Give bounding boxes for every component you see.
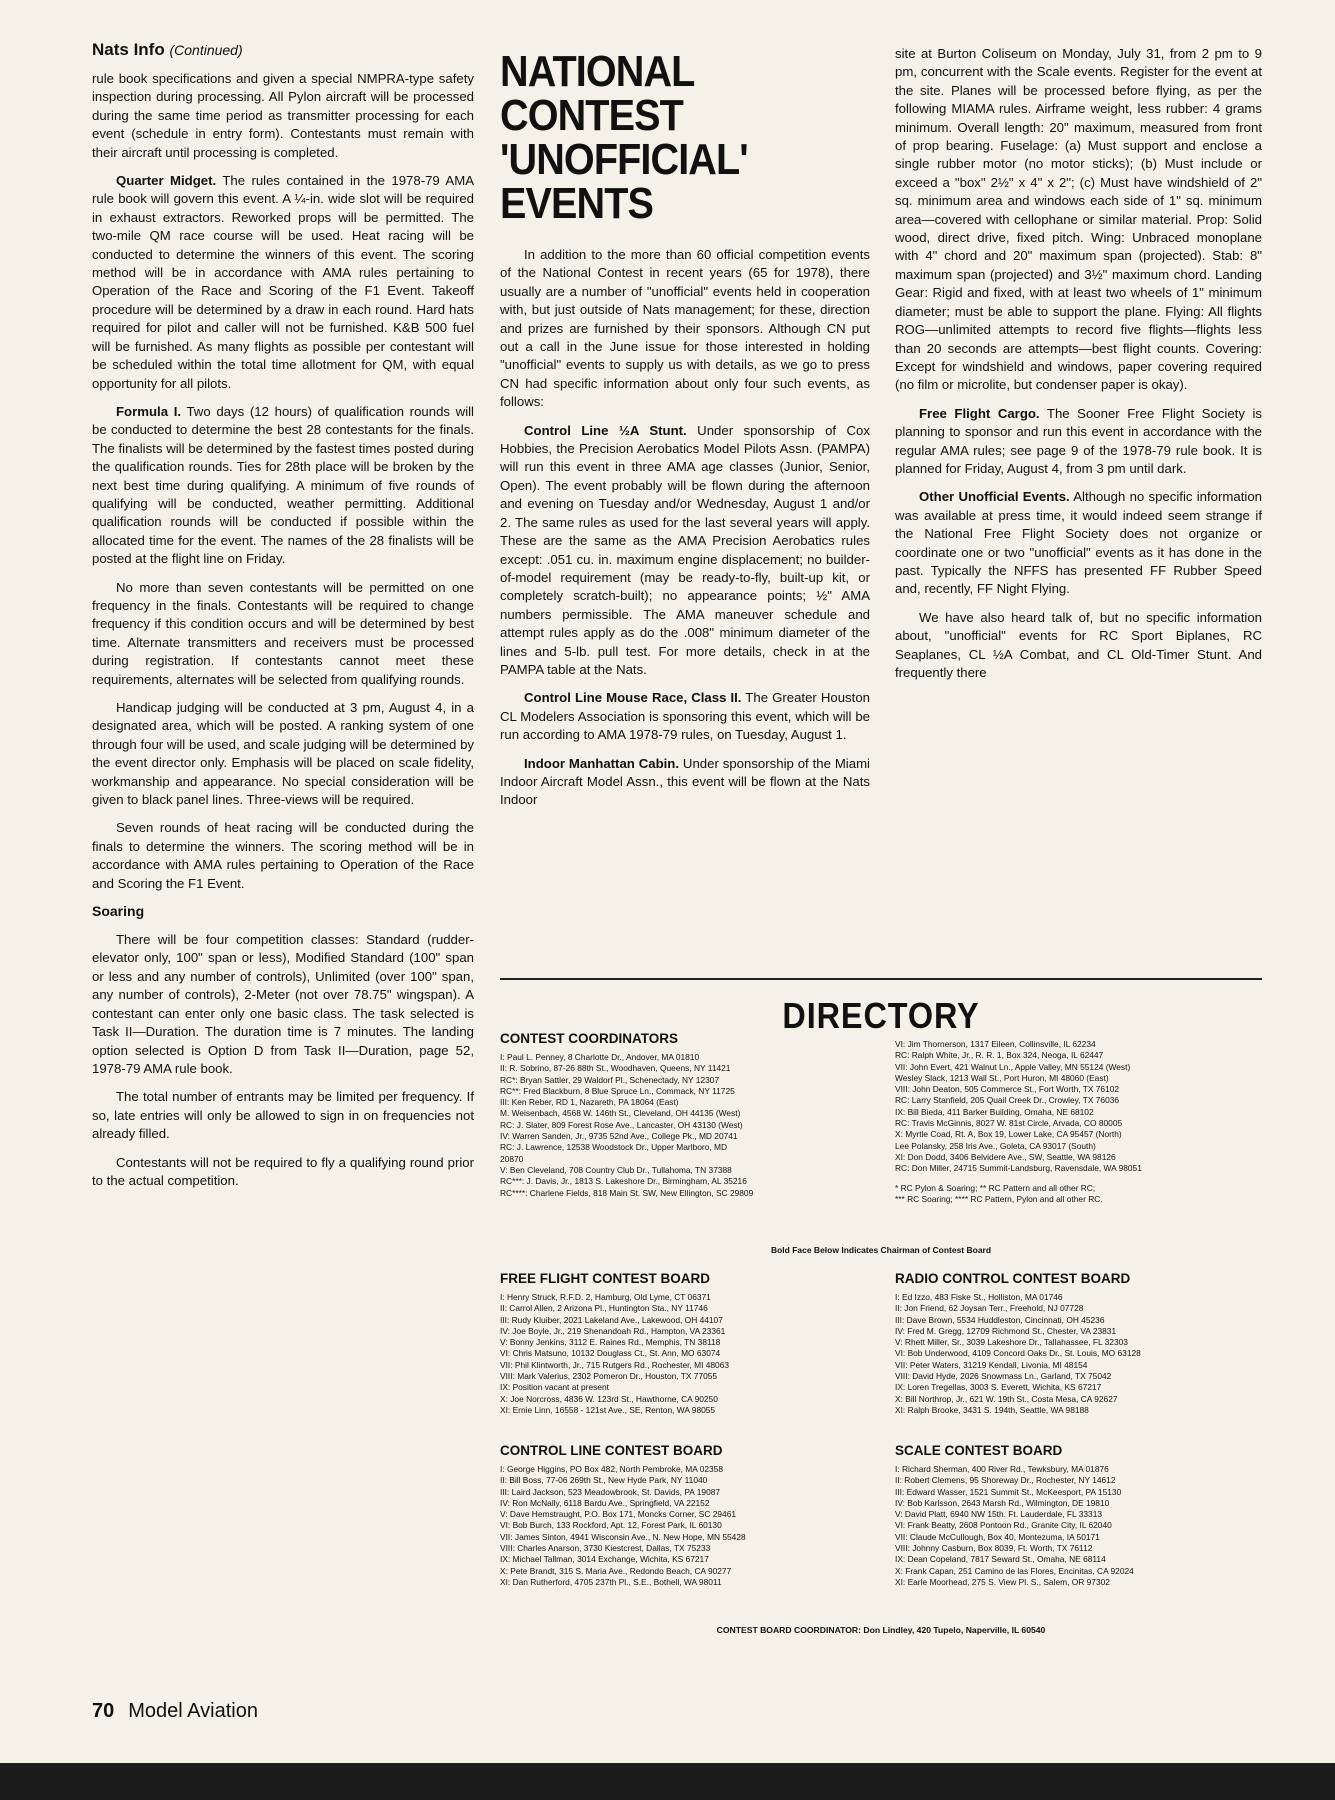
soaring-heading: Soaring xyxy=(92,903,145,920)
free-flight-board-heading: FREE FLIGHT CONTEST BOARD xyxy=(500,1271,710,1286)
radio-control-board-block xyxy=(895,1271,1262,1416)
directory-entry: RC: Don Miller, 24715 Summit-Landsburg, Ravensdale, WA 98051 xyxy=(895,1163,1142,1174)
directory-entry: IX: Loren Tregellas, 3003 S. Everett, Wichita, KS 67217 xyxy=(895,1382,1102,1393)
paragraph-other-events xyxy=(895,488,1262,598)
directory-entry: I: George Higgins, PO Box 482, North Pembroke, MA 02358 xyxy=(500,1464,723,1474)
paragraph-indoor-rules: site at Burton Coliseum on Monday, July 31, from 2 pm to 9 pm, concurrent with the Scale events. Register for the event at the site. Planes will be processed before flying, as per the following MIAMA rules. Airframe weight, less rubber: 4 grams minimum. Overall length: 20" maximum, measured from front of prop bearing. Fuselage: (a) Must support and enclose a single rubber motor (no motor sticks); (b) Must include or exceed a "box" 2½" x 4" x 2"; (c) Must have windshield of 2" sq. minimum area and windows each side of 1" sq. minimum area—covered with cellophane or similar material. Prop: Solid wood, direct drive, fixed pitch. Wing: Unbraced monoplane with 4" chord and 20" maximum span (projected). Stab: 8" maximum span (projected) and 3½" maximum chord. Landing Gear: Rigid and fixed, with at least two wheels of 1" minimum diameter; must be able to support the plane. Flying: All flights ROG—unlimited attempts to record five flights—flights less than 20 seconds are attempts—best flight counts. Covering: Except for windshield and windows, paper covering required (no film or microlite, but condenser paper is okay). xyxy=(895,46,1262,393)
scan-border xyxy=(0,1763,1335,1800)
directory-entry: I: Henry Struck, R.F.D. 2, Hamburg, Old Lyme, CT 06371 xyxy=(500,1292,711,1302)
directory-entry: VI: Chris Matsuno, 10132 Douglass Ct., St. Ann, MO 63074 xyxy=(500,1348,721,1359)
half-a-stunt-lead: Control Line ½A Stunt. xyxy=(524,422,687,438)
radio-control-board-list xyxy=(895,1292,1262,1416)
paragraph-handicap: Handicap judging will be conducted at 3 pm, August 4, in a designated area, which will be posted. A ranking system of one through four will be used, and scale judging will be determined by the event director only. Emphasis will be placed on scale fidelity, workmanship and appearance. No special consideration will be given to black panel lines. Three-views will be required. xyxy=(92,700,474,808)
directory-entry: VI: Bob Burch, 133 Rockford, Apt. 12, Forest Park, IL 60130 xyxy=(500,1520,722,1531)
formula-one-lead: Formula I. xyxy=(116,403,182,419)
paragraph-ff-cargo xyxy=(895,405,1262,479)
scale-board-list xyxy=(895,1464,1262,1588)
directory-entry: X: Frank Capan, 251 Camino de las Flores, Encinitas, CA 92024 xyxy=(895,1565,1134,1576)
directory-entry: II: Robert Clemens, 95 Shoreway Dr., Rochester, NY 14612 xyxy=(895,1475,1116,1486)
directory-entry: Lee Polansky, 258 Iris Ave., Goleta, CA 93017 (South) xyxy=(895,1140,1096,1151)
radio-control-board-heading: RADIO CONTROL CONTEST BOARD xyxy=(895,1271,1131,1286)
mouse-race-lead: Control Line Mouse Race, Class II. xyxy=(524,690,742,706)
directory-entry: I: Richard Sherman, 400 River Rd., Tewksbury, MA 01876 xyxy=(895,1464,1109,1474)
directory-entry: RC: J. Lawrence, 12538 Woodstock Dr., Upper Marlboro, MD xyxy=(500,1142,727,1153)
directory-entry: IV: Joe Boyle, Jr., 219 Shenandoah Rd., Hampton, VA 23361 xyxy=(500,1325,726,1336)
paragraph-quarter-midget xyxy=(92,172,474,393)
directory-section xyxy=(500,995,1262,1635)
directory-entry: RC**: Fred Blackburn, 8 Blue Spruce Ln., Commack, NY 11725 xyxy=(500,1085,735,1096)
directory-entry: RC*: Bryan Sattler, 29 Waldorf Pl., Schenectady, NY 12307 xyxy=(500,1074,720,1085)
directory-entry: VII: Phil Klintworth, Jr., 715 Rutgers Rd., Rochester, MI 48063 xyxy=(500,1359,730,1370)
paragraph-indoor-cabin xyxy=(500,755,870,810)
article-title xyxy=(500,47,833,228)
directory-entry: V: Rhett Miller, Sr., 3039 Lakeshore Dr., Tallahassee, FL 32303 xyxy=(895,1337,1128,1348)
scale-board-block xyxy=(895,1443,1262,1588)
directory-entry: III: Dave Brown, 5534 Huddleston, Cincinnati, OH 45236 xyxy=(895,1314,1105,1325)
directory-entry: IV: Ron McNally, 6118 Bardu Ave., Springfield, VA 22152 xyxy=(500,1497,710,1508)
directory-entry: X: Bill Northrop, Jr., 621 W. 19th St., Costa Mesa, CA 92627 xyxy=(895,1393,1118,1404)
control-line-board-list xyxy=(500,1464,870,1588)
paragraph-mouse-race xyxy=(500,689,870,744)
paragraph-heard-talk: We have also heard talk of, but no specific information about, "unofficial" events for RC Sport Biplanes, RC Seaplanes, CL ½A Combat, and CL Old-Timer Stunt. And frequently there xyxy=(895,609,1262,680)
contest-coordinators-block-right xyxy=(895,1039,1262,1205)
directory-entry: Wesley Slack, 1213 Wall St., Port Huron, MI 48060 (East) xyxy=(895,1072,1109,1083)
directory-entry: X: Myrtle Coad, Rt. A, Box 19, Lower Lake, CA 95457 (North) xyxy=(895,1129,1122,1140)
directory-entry: RC: J. Slater, 809 Forest Rose Ave., Lancaster, OH 43130 (West) xyxy=(500,1119,743,1130)
mouse-race-text: The Greater Houston CL Modelers Association is sponsoring this event, which will be run according to AMA 1978-79 rules, on Tuesday, August 1. xyxy=(500,690,870,743)
directory-entry: VII: John Evert, 421 Walnut Ln., Apple Valley, MN 55124 (West) xyxy=(895,1061,1131,1072)
directory-entry: III: Ken Reber, RD 1, Nazareth, PA 18064 (East) xyxy=(500,1097,679,1108)
directory-entry: III: Laird Jackson, 523 Meadowbrook, St. Davids, PA 19087 xyxy=(500,1486,721,1497)
directory-entry: IV: Fred M. Gregg, 12709 Richmond St., Chester, VA 23831 xyxy=(895,1325,1117,1336)
directory-entry: VI: Jim Thornerson, 1317 Eileen, Collinsville, IL 62234 xyxy=(895,1039,1096,1049)
contest-coordinators-heading: CONTEST COORDINATORS xyxy=(500,1031,679,1046)
directory-entry: XI: Earle Moorhead, 275 S. View Pl. S., Salem, OR 97302 xyxy=(895,1576,1110,1587)
directory-entry: XI: Dan Rutherford, 4705 237th Pl., S.E., Bothell, WA 98011 xyxy=(500,1576,722,1587)
indoor-cabin-text: Under sponsorship of the Miami Indoor Aircraft Model Assn., this event will be flown at the Nats Indoor xyxy=(500,755,870,808)
directory-entry: VIII: David Hyde, 2026 Snowmass Ln., Garland, TX 75042 xyxy=(895,1371,1112,1382)
quarter-midget-lead: Quarter Midget. xyxy=(116,173,217,189)
directory-entry: RC: Larry Stanfield, 205 Quail Creek Dr., Crowley, TX 76036 xyxy=(895,1095,1120,1106)
other-events-lead: Other Unofficial Events. xyxy=(919,489,1070,505)
control-line-board-heading: CONTROL LINE CONTEST BOARD xyxy=(500,1443,723,1458)
paragraph-processing: rule book specifications and given a special NMPRA-type safety inspection during processing. All Pylon aircraft will be processed during the same time period as transmitter processing for each event (schedule in entry form). Contestants must remain with their aircraft until processing is completed. xyxy=(92,71,474,160)
boldface-note: Bold Face Below Indicates Chairman of Contest Board xyxy=(770,1245,992,1255)
directory-entry: V: David Platt, 6940 NW 15th. Ft. Lauderdale, FL 33313 xyxy=(895,1509,1103,1520)
control-line-board-block xyxy=(500,1443,870,1588)
directory-entry: XI: Ralph Brooke, 3431 S. 194th, Seattle, WA 98188 xyxy=(895,1404,1089,1415)
directory-entry: IX: Michael Tallman, 3014 Exchange, Wichita, KS 67217 xyxy=(500,1554,709,1565)
directory-entry: RC***: J. Davis, Jr., 1813 S. Lakeshore Dr., Birmingham, AL 35216 xyxy=(500,1176,747,1187)
directory-entry: I: Paul L. Penney, 8 Charlotte Dr., Andover, MA 01810 xyxy=(500,1052,700,1062)
directory-entry: II: R. Sobrino, 87-26 88th St., Woodhaven, Queens, NY 11421 xyxy=(500,1063,731,1074)
nats-info-column xyxy=(92,40,474,1200)
directory-entry: XI: Don Dodd, 3406 Belvidere Ave., SW, Seattle, WA 98126 xyxy=(895,1151,1116,1162)
directory-entry: VII: James Sinton, 4941 Wisconsin Ave., N. New Hope, MN 55428 xyxy=(500,1531,746,1542)
directory-entry: RC****: Charlene Fields, 818 Main St. SW, New Ellington, SC 29809 xyxy=(500,1187,754,1198)
directory-entry: II: Carrol Allen, 2 Arizona Pl., Huntington Sta., NY 11746 xyxy=(500,1303,708,1314)
formula-one-text: Two days (12 hours) of qualification rounds will be conducted to determine the best 28 contestants for the finals. The finalists will be determined by the fastest times posted during the qualification rounds. Ties for 28th place will be broken by the next best time during qualifying. A minimum of five rounds of qualifying will be conducted, weather permitting. Additional qualification rounds will be conducted if possible within the allocated time for the event. The names of the 28 finalists will be posted at the flight line on Friday. xyxy=(92,403,474,567)
directory-entry: X: Pete Brandt, 315 S. Maria Ave., Redondo Beach, CA 90277 xyxy=(500,1565,732,1576)
directory-entry: RC: Ralph White, Jr., R. R. 1, Box 324, Neoga, IL 62447 xyxy=(895,1050,1104,1061)
directory-entry: IX: Position vacant at present xyxy=(500,1382,609,1393)
directory-entry: II: Bill Boss, 77-06 269th St., New Hyde Park, NY 11040 xyxy=(500,1475,708,1486)
contest-board-coordinator: CONTEST BOARD COORDINATOR: Don Lindley, 420 Tupelo, Naperville, IL 60540 xyxy=(716,1625,1046,1635)
section-divider xyxy=(500,978,1262,980)
running-head-title: Nats Info xyxy=(92,40,165,59)
directory-entry: RC: Travis McGinnis, 8027 W. 81st Circle, Arvada, CO 80005 xyxy=(895,1118,1123,1129)
directory-entry: V: Bonny Jenkins, 3112 E. Raines Rd., Memphis, TN 38118 xyxy=(500,1337,721,1348)
directory-entry: V: Dave Hemstraught, P.O. Box 171, Moncks Corner, SC 29461 xyxy=(500,1509,737,1520)
contest-coordinators-list xyxy=(500,1052,870,1199)
paragraph-entrants: The total number of entrants may be limited per frequency. If so, late entries will only be allowed to sign in on frequencies not already filled. xyxy=(92,1089,474,1142)
directory-entry: II: Jon Friend, 62 Joysan Terr., Freehold, NJ 07728 xyxy=(895,1303,1084,1314)
indoor-cabin-lead: Indoor Manhattan Cabin. xyxy=(524,755,680,771)
running-head-continued: (Continued) xyxy=(169,42,243,58)
directory-entry: VIII: Johnny Casburn, Box 8039, Ft. Worth, TX 76112 xyxy=(895,1543,1093,1554)
directory-entry: III: Rudy Kluiber, 2021 Lakeland Ave., Lakewood, OH 44107 xyxy=(500,1314,723,1325)
directory-entry: VIII: Mark Valerius, 2302 Pomeron Dr., Houston, TX 77055 xyxy=(500,1371,718,1382)
scale-board-heading: SCALE CONTEST BOARD xyxy=(895,1443,1063,1458)
paragraph-contestants: Contestants will not be required to fly a qualifying round prior to the actual competition. xyxy=(92,1154,474,1188)
article-title-line-2: 'UNOFFICIAL' EVENTS xyxy=(500,135,748,228)
directory-entry: IV: Warren Sanden, Jr., 9735 52nd Ave., College Pk., MD 20741 xyxy=(500,1131,738,1142)
directory-entry: VII: Peter Waters, 31219 Kendall, Livonia, MI 48154 xyxy=(895,1359,1088,1370)
directory-entry: IX: Dean Copeland, 7817 Seward St., Omaha, NE 68114 xyxy=(895,1554,1106,1565)
paragraph-soaring: There will be four competition classes: Standard (rudder-elevator only, 100" span or less), Modified Standard (100" span or less and any number of controls), Unlimited (over 100" span, any number of controls), 2-Meter (not over 78.75" wingspan). A contestant can enter only one basic class. The task selected is Task II—Duration. The duration time is 7 minutes. The landing option selected is Option D from Task II—Duration, page 52, 1978-79 AMA rule book. xyxy=(92,932,474,1076)
contest-coordinators-list-right xyxy=(895,1039,1262,1175)
free-flight-board-list xyxy=(500,1292,870,1416)
directory-entry: 20870 xyxy=(500,1153,524,1164)
paragraph-intro: In addition to the more than 60 official competition events of the National Contest in recent years (65 for 1978), there usually are a number of "unofficial" events held in cooperation with, but just outside of Nats management; for these, direction and prizes are furnished by their sponsors. Although CN put out a call in the June issue for those interested in holding "unofficial" events to supply us with details, as we go to press CN had specific information about only four such events, as follows: xyxy=(500,247,870,410)
contest-coordinators-block xyxy=(500,1031,870,1199)
directory-entry: I: Ed Izzo, 483 Fiske St., Holliston, MA 01746 xyxy=(895,1292,1063,1302)
directory-entry: X: Joe Norcross, 4836 W. 123rd St., Hawthorne, CA 90250 xyxy=(500,1393,718,1404)
directory-entry: V: Ben Cleveland, 708 Country Club Dr., Tullahoma, TN 37388 xyxy=(500,1164,732,1175)
directory-entry: VIII: Charles Anarson, 3730 Kiestcrest, Dallas, TX 75233 xyxy=(500,1543,711,1554)
paragraph-half-a-stunt xyxy=(500,422,870,680)
directory-entry: *** RC Soaring; **** RC Pattern, Pylon and all other RC. xyxy=(895,1193,1103,1204)
quarter-midget-text: The rules contained in the 1978-79 AMA rule book will govern this event. A ¼-in. wide slot will be required in exhaust extractors. Reworked props will be permitted. The two-mile QM race course will be used. Heat racing will be conducted to determine the winners of this event. The scoring method will be in accordance with AMA rules pertaining to Operation of the Race and Scoring of the F1 Event. Takeoff procedure will be determined by a draw in each round. Hard hats required for pilot and caller will not be furnished. K&B 500 fuel will be furnished. As many flights as possible per contestant will be scheduled within the total time allotment for QM, with equal opportunity for all pilots. xyxy=(92,173,474,391)
ff-cargo-lead: Free Flight Cargo. xyxy=(919,405,1040,421)
half-a-stunt-text: Under sponsorship of Cox Hobbies, the Precision Aerobatics Model Pilots Assn. (PAMPA) will run this event in three AMA age classes (Junior, Senior, Open). The event probably will be flown during the afternoon and evening on Tuesday and/or Wednesday, August 1 and/or 2. The same rules as used for the last several years will apply. These are the same as the AMA Precision Aerobatics rules except: .051 cu. in. maximum engine displacement; no builder-of-model requirement (may be ready-to-fly, built-up kit, or completely scratch-built); no appearance points; ½" AMA numbers permissible. The AMA maneuver schedule and attempt rules apply as do the .008" minimum diameter of the lines and 5-lb. pull test. For more details, check in at the PAMPA table at the Nats. xyxy=(500,422,870,677)
unofficial-events-column xyxy=(500,47,870,820)
directory-entry: VI: Frank Beatty, 2608 Pontoon Rd., Granite City, IL 62040 xyxy=(895,1520,1112,1531)
directory-entry: IX: Bill Bieda, 411 Barker Building, Omaha, NE 68102 xyxy=(895,1106,1094,1117)
article-title-line-1: NATIONAL CONTEST xyxy=(500,47,694,140)
running-head xyxy=(92,40,474,60)
paragraph-frequency: No more than seven contestants will be permitted on one frequency in the finals. Contestants will be required to change frequency if this condition occurs and will be determined by best time. Alternate transmitters and receivers must be processed during registration. If contestants cannot meet these requirements, alternates will be selected from qualifying rounds. xyxy=(92,579,474,687)
free-flight-board-block xyxy=(500,1271,870,1416)
directory-entry: VI: Bob Underwood, 4109 Concord Oaks Dr., St. Louis, MO 63128 xyxy=(895,1348,1141,1359)
unofficial-events-column-continued xyxy=(895,45,1262,692)
paragraph-heat-racing: Seven rounds of heat racing will be conducted during the finals to determine the winners. The scoring method will be in accordance with AMA rules pertaining to Operation of the Race and Scoring the F1 Event. xyxy=(92,820,474,891)
page-number: 70 xyxy=(92,1700,115,1722)
magazine-name: Model Aviation xyxy=(128,1700,258,1722)
ff-cargo-text: The Sooner Free Flight Society is planning to sponsor and run this event in accordance with the regular AMA rules; see page 9 of the 1978-79 rule book. It is planned for Friday, August 4, from 3 pm until dark. xyxy=(895,405,1262,476)
directory-entry: XI: Ernie Linn, 16558 - 121st Ave., SE, Renton, WA 98055 xyxy=(500,1404,716,1415)
directory-title: DIRECTORY xyxy=(782,995,980,1036)
page-folio xyxy=(92,1700,258,1723)
directory-entry: III: Edward Wasser, 1521 Summit St., McKeesport, PA 15130 xyxy=(895,1486,1122,1497)
directory-entry: IV: Bob Karlsson, 2643 Marsh Rd., Wilmington, DE 19810 xyxy=(895,1497,1110,1508)
other-events-text: Although no specific information was available at press time, it would indeed seem strange if the National Free Flight Society does not organize or coordinate one or two "unofficial" events as it has done in the past. Typically the NFFS has presented FF Rubber Speed and, recently, FF Night Flying. xyxy=(895,489,1262,597)
paragraph-formula-one xyxy=(92,403,474,569)
directory-entry: M. Weisenbach, 4568 W. 146th St., Cleveland, OH 44135 (West) xyxy=(500,1108,741,1119)
directory-entry: VII: Claude McCullough, Box 40, Montezuma, IA 50171 xyxy=(895,1531,1100,1542)
coordinator-footnotes xyxy=(895,1183,1262,1206)
directory-entry: * RC Pylon & Soaring; ** RC Pattern and all other RC; xyxy=(895,1182,1096,1193)
directory-entry: VIII: John Deaton, 505 Commerce St., Fort Worth, TX 76102 xyxy=(895,1084,1120,1095)
